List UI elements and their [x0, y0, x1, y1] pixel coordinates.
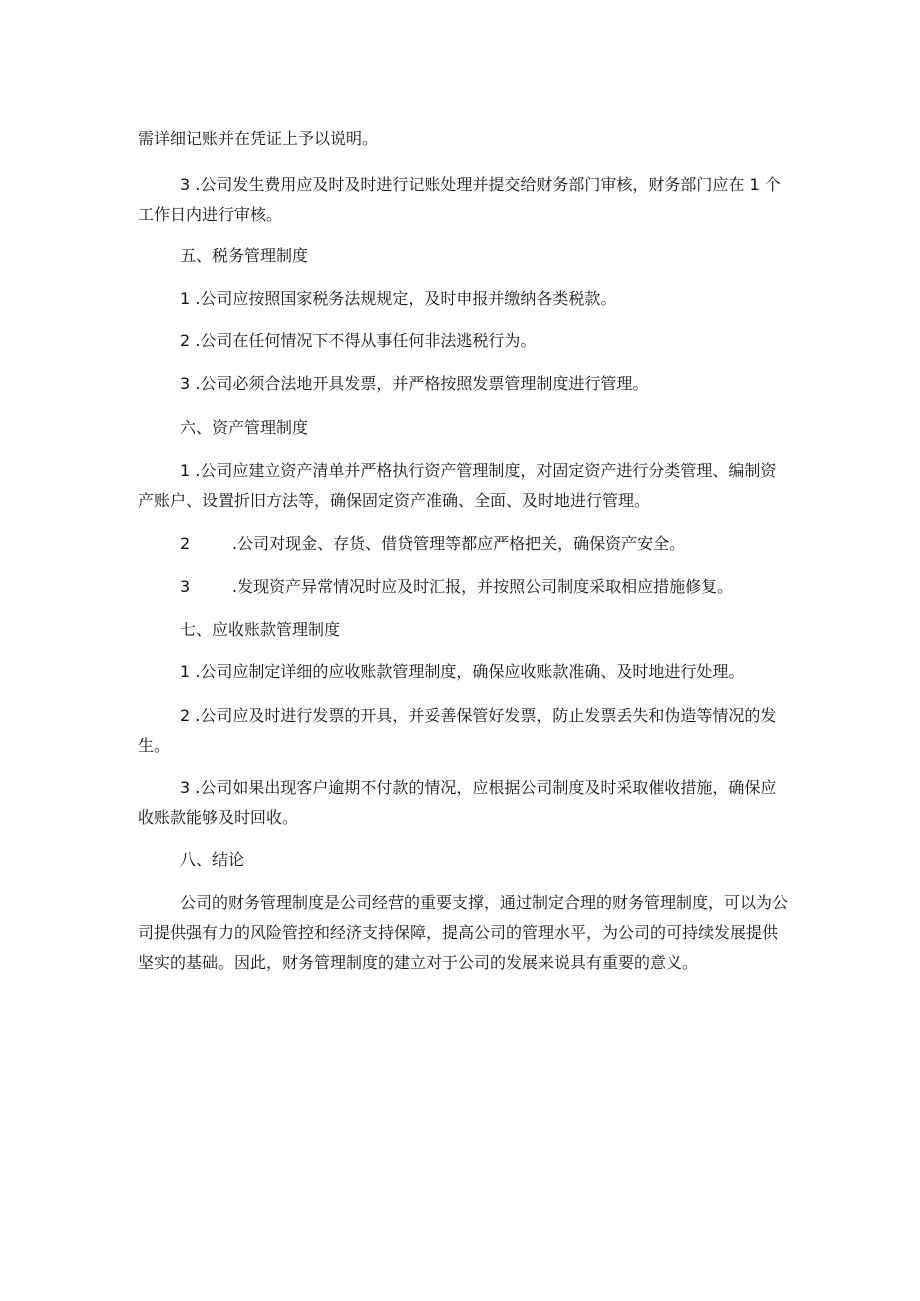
ar-item-3: 3 .公司如果出现客户逾期不付款的情况，应根据公司制度及时采取催收措施，确保应收账款能够及时回收。 — [138, 778, 777, 827]
tax-item-1: 1 .公司应按照国家税务法规规定，及时申报并缴纳各类税款。 — [180, 289, 617, 308]
asset-item-2-text: .公司对现金、存货、借贷管理等都应严格把关，确保资产安全。 — [232, 534, 686, 553]
expense-item-3: 3 .公司发生费用应及时及时进行记账处理并提交给财务部门审核，财务部门应在 1 个工作日内进行审核。 — [138, 175, 781, 224]
asset-item-1: 1 .公司应建立资产清单并严格执行资产管理制度，对固定资产进行分类管理、编制资产账户、设置折旧方法等，确保固定资产准确、全面、及时地进行管理。 — [138, 461, 777, 510]
asset-item-3-text: .发现资产异常情况时应及时汇报，并按照公司制度采取相应措施修复。 — [232, 577, 734, 596]
asset-item-3 — [180, 572, 733, 602]
section-heading-receivables: 七、应收账款管理制度 — [180, 620, 341, 639]
tax-item-2: 2 .公司在任何情况下不得从事任何非法逃税行为。 — [180, 331, 537, 350]
section-heading-tax: 五、税务管理制度 — [180, 246, 309, 265]
ar-item-1: 1 .公司应制定详细的应收账款管理制度，确保应收账款准确、及时地进行处理。 — [180, 662, 745, 681]
ar-item-2: 2 .公司应及时进行发票的开具，并妥善保管好发票，防止发票丢失和伪造等情况的发生。 — [138, 706, 777, 755]
section-heading-conclusion: 八、结论 — [180, 850, 245, 869]
asset-item-2 — [180, 529, 685, 559]
paragraph-continuation: 需详细记账并在凭证上予以说明。 — [138, 129, 379, 148]
conclusion-paragraph: 公司的财务管理制度是公司经营的重要支撑，通过制定合理的财务管理制度，可以为公司提供强有力的风险管控和经济支持保障，提高公司的管理水平，为公司的可持续发展提供坚实的基础。因此，财务管理制度的建立对于公司的发展来说具有重要的意义。 — [138, 893, 789, 972]
section-heading-assets: 六、资产管理制度 — [180, 418, 309, 437]
tax-item-3: 3 .公司必须合法地开具发票，并严格按照发票管理制度进行管理。 — [180, 374, 649, 393]
asset-item-2-number: 2 — [180, 534, 191, 553]
asset-item-3-number: 3 — [180, 577, 191, 596]
